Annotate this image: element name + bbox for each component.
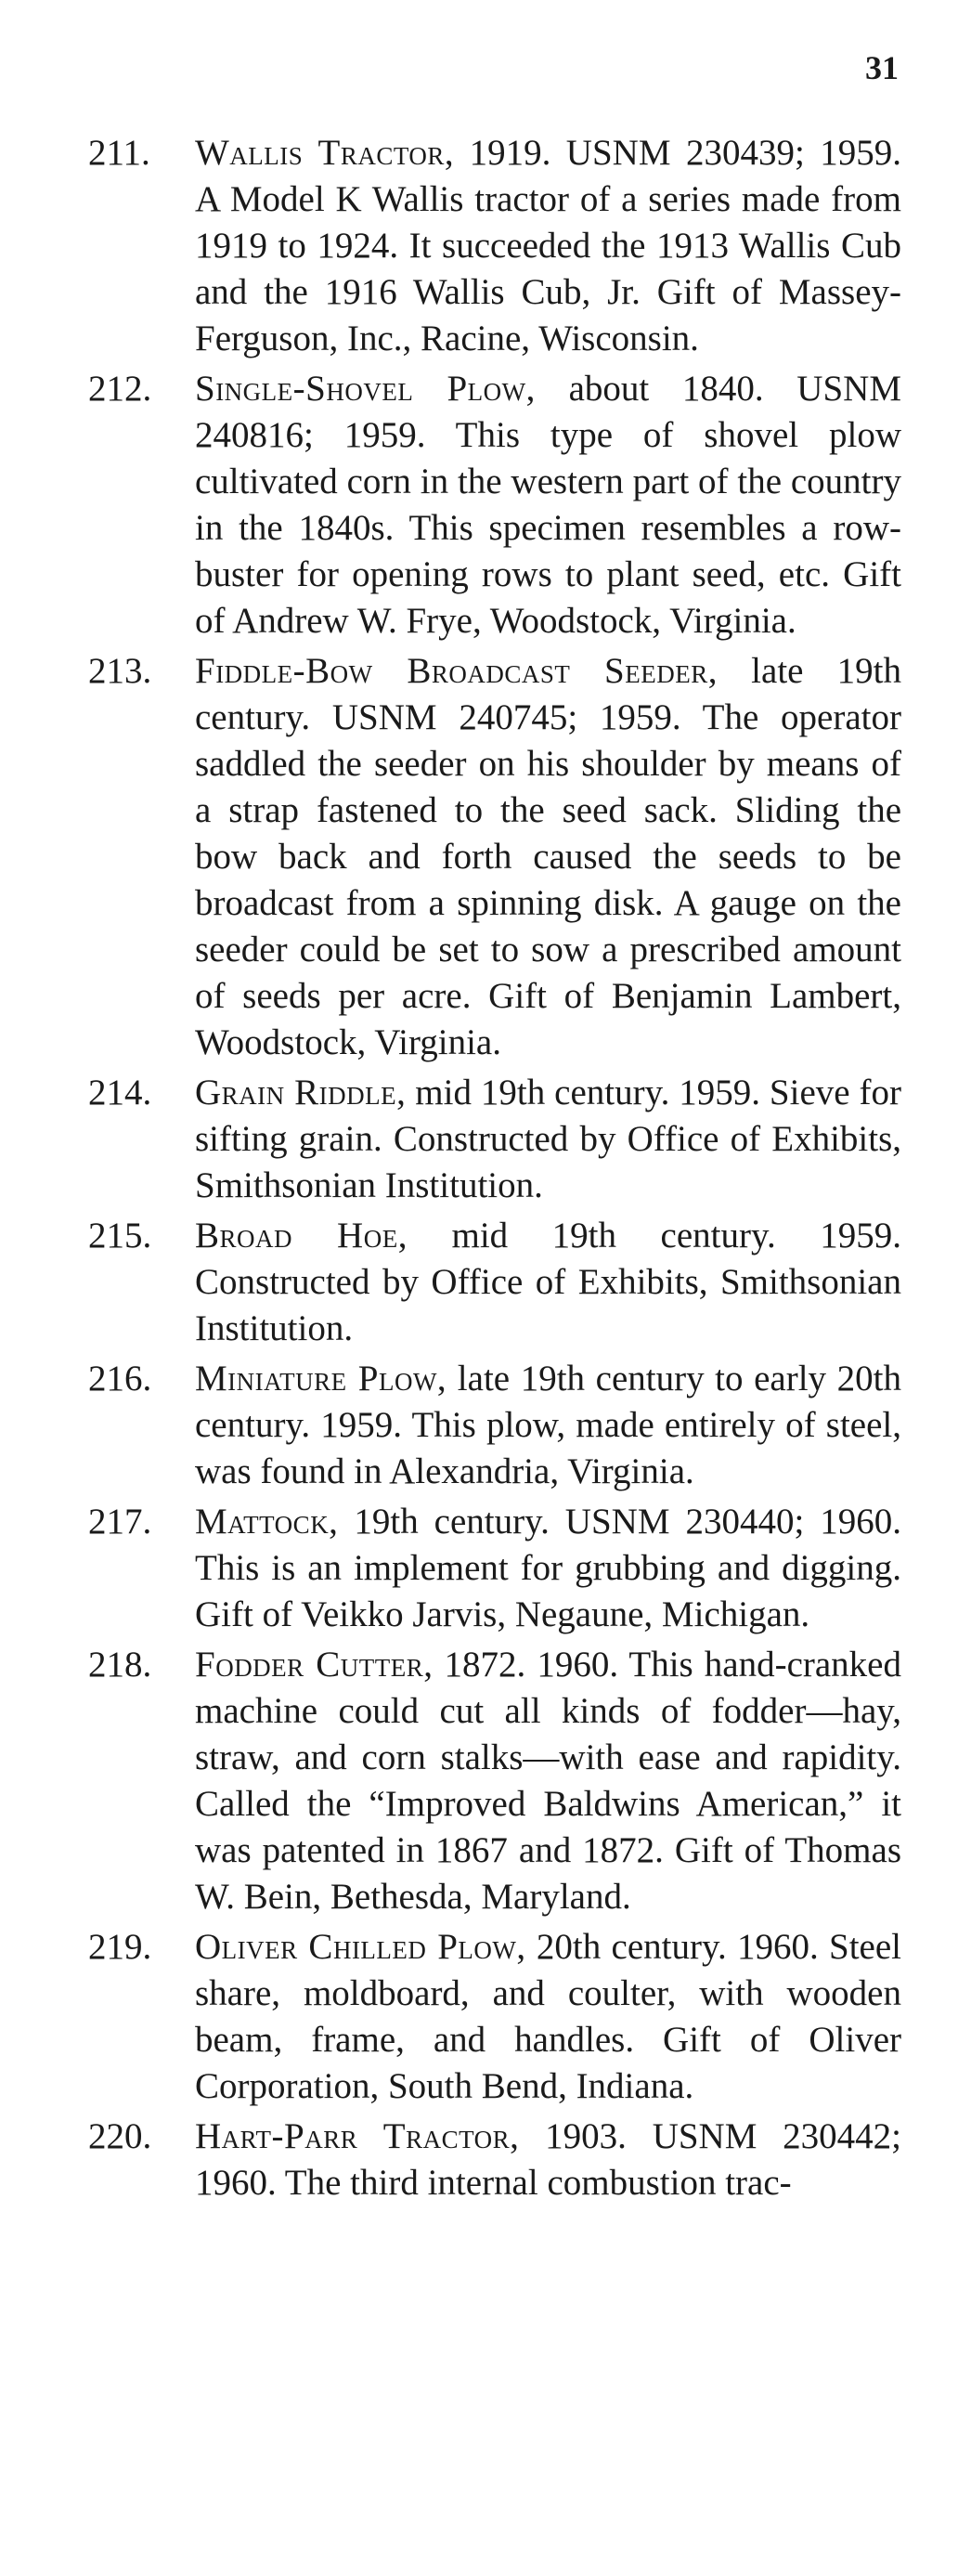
entry-title: Fiddle-Bow Broadcast Seeder,	[195, 651, 718, 691]
entry-title: Broad Hoe,	[195, 1216, 408, 1255]
entry-title: Oliver Chilled Plow,	[195, 1927, 526, 1967]
entry-number: 211.	[88, 133, 150, 173]
entry-text: 1903. USNM 230442; 1960. The third internal combustion trac-	[195, 2116, 901, 2203]
entry-text: 1872. 1960. This hand-cranked machine could cut all kinds of fodder—hay, straw, and corn stalks—with ease and rapidity. Called the “Improved Baldwins American,” it was patented in 1867 and 1872. Gift of Thomas W. Bein, Bethesda, Maryland.	[195, 1645, 901, 1917]
entry-number: 219.	[88, 1927, 152, 1967]
catalog-entry	[0, 1499, 971, 1638]
catalog-entry	[0, 648, 971, 1066]
entry-title: Mattock,	[195, 1502, 339, 1542]
entry-text: 1919. USNM 230439; 1959. A Model K Wallis tractor of a series made from 1919 to 1924. It succeeded the 1913 Wallis Cub and the 1916 Wallis Cub, Jr. Gift of Massey-Ferguson, Inc., Racine, Wisconsin.	[195, 133, 901, 358]
entry-number: 215.	[88, 1216, 152, 1255]
catalog-entries	[0, 130, 971, 2210]
catalog-entry	[0, 1213, 971, 1352]
entry-text: mid 19th century. 1959. Sieve for sifting grain. Constructed by Office of Exhibits, Smithsonian Institution.	[195, 1073, 901, 1205]
entry-title: Single-Shovel Plow,	[195, 369, 536, 409]
entry-title: Miniature Plow,	[195, 1359, 447, 1399]
catalog-entry	[0, 1924, 971, 2110]
entry-number: 213.	[88, 651, 152, 691]
catalog-entry	[0, 366, 971, 644]
entry-text: 20th century. 1960. Steel share, moldboard, and coulter, with wooden beam, frame, and handles. Gift of Oliver Corporation, South Bend, Indiana.	[195, 1927, 901, 2106]
catalog-entry	[0, 1642, 971, 1920]
entry-title: Fodder Cutter,	[195, 1645, 434, 1685]
page-number: 31	[865, 49, 899, 86]
entry-number: 217.	[88, 1502, 152, 1542]
entry-title: Hart-Parr Tractor,	[195, 2116, 520, 2156]
entry-text: 19th century. USNM 230440; 1960. This is an implement for grubbing and digging. Gift of Veikko Jarvis, Negaune, Michigan.	[195, 1502, 901, 1634]
catalog-entry	[0, 1070, 971, 1209]
entry-text: mid 19th century. 1959. Constructed by Office of Exhibits, Smithsonian Institution.	[195, 1216, 901, 1348]
entry-number: 220.	[88, 2116, 152, 2156]
entry-text: late 19th century. USNM 240745; 1959. The operator saddled the seeder on his shoulder by means of a strap fastened to the seed sack. Sliding the bow back and forth caused the seeds to be broadcast from a spinning disk. A gauge on the seeder could be set to sow a prescribed amount of seeds per acre. Gift of Benjamin Lambert, Woodstock, Virginia.	[195, 651, 901, 1062]
catalog-entry	[0, 2114, 971, 2206]
catalog-entry	[0, 1356, 971, 1495]
entry-number: 218.	[88, 1645, 152, 1685]
catalog-entry	[0, 130, 971, 362]
entry-number: 212.	[88, 369, 152, 409]
entry-number: 214.	[88, 1073, 152, 1112]
entry-title: Wallis Tractor,	[195, 133, 455, 173]
entry-text: late 19th century to early 20th century. 1959. This plow, made entirely of steel, was found in Alexandria, Virginia.	[195, 1359, 902, 1491]
entry-text: about 1840. USNM 240816; 1959. This type of shovel plow cultivated corn in the western part of the country in the 1840s. This specimen resembles a row-buster for opening rows to plant seed, etc. Gift of Andrew W. Frye, Woodstock, Virginia.	[195, 369, 901, 641]
entry-title: Grain Riddle,	[195, 1073, 407, 1112]
entry-number: 216.	[88, 1359, 152, 1399]
